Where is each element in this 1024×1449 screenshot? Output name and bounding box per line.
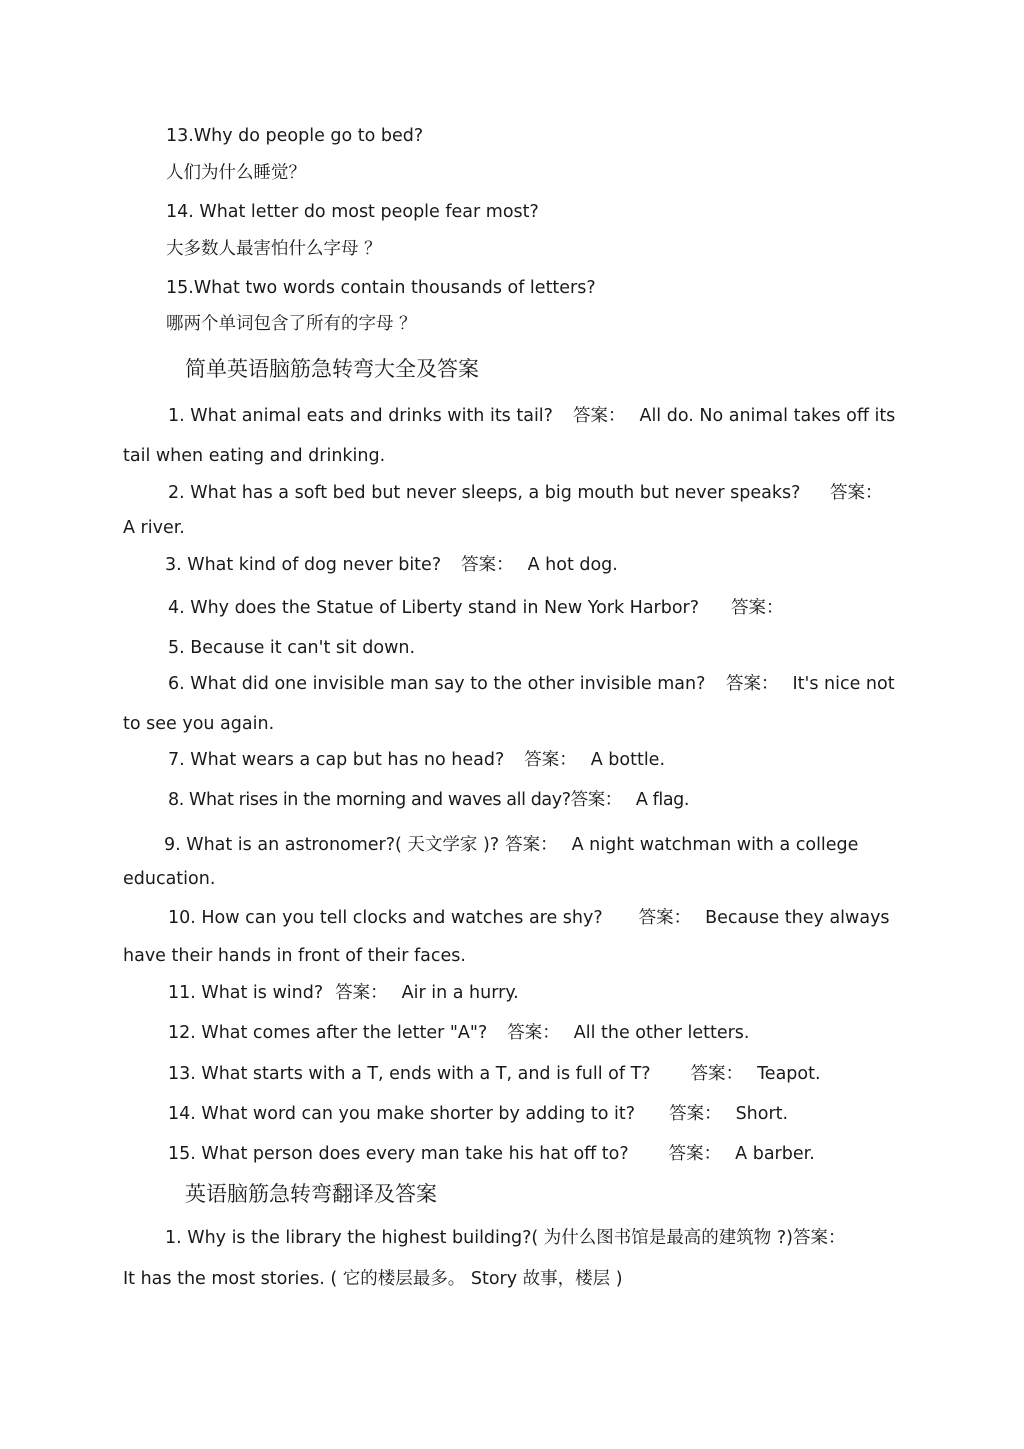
riddle-line: 5. Because it can't sit down. xyxy=(168,638,416,658)
section-heading: 简单英语脑筋急转弯大全及答案 xyxy=(185,357,479,381)
answer-label: 答案： xyxy=(505,835,558,855)
question-14-english: 14. What letter do most people fear most? xyxy=(166,202,539,222)
riddle-item xyxy=(168,906,890,930)
riddle-item xyxy=(168,981,519,1005)
riddle-question: 9. What is an astronomer?( 天文学家 )? xyxy=(164,835,500,855)
translation-question: 1. Why is the library the highest building?( 为什么图书馆是最高的建筑物 ?)答案： xyxy=(165,1228,846,1248)
riddle-answer: A night watchman with a college xyxy=(571,835,859,855)
riddle-answer: Teapot. xyxy=(757,1064,821,1084)
section-heading: 英语脑筋急转弯翻译及答案 xyxy=(185,1182,437,1206)
question-14-chinese: 大多数人最害怕什么字母 ？ xyxy=(166,239,382,259)
translation-answer: It has the most stories. ( 它的楼层最多。 Story 故事，楼层 ) xyxy=(123,1269,623,1289)
riddle-answer: A hot dog. xyxy=(527,555,618,575)
riddle-question: 11. What is wind? xyxy=(168,983,324,1003)
riddle-item xyxy=(164,833,858,857)
riddle-answer: Short. xyxy=(735,1104,789,1124)
riddle-item xyxy=(168,1021,749,1045)
riddle-item xyxy=(168,788,689,812)
answer-label: 答案： xyxy=(572,406,626,426)
riddle-question: 3. What kind of dog never bite? xyxy=(165,555,442,575)
question-15-chinese: 哪两个单词包含了所有的字母 ？ xyxy=(166,314,417,334)
riddle-item xyxy=(168,1102,788,1126)
riddle-answer: A flag. xyxy=(635,790,690,810)
answer-label: 答案： xyxy=(507,1023,560,1043)
answer-label: 答案： xyxy=(638,908,692,928)
answer-label: 答案： xyxy=(830,483,883,503)
riddle-item xyxy=(726,672,895,696)
riddle-item xyxy=(168,1062,821,1086)
riddle-question: 2. What has a soft bed but never sleeps, a big mouth but never speaks? xyxy=(168,483,801,503)
answer-label: 答案： xyxy=(669,1104,722,1124)
riddle-item xyxy=(168,404,895,428)
question-13-chinese: 人们为什么睡觉？ xyxy=(166,163,306,183)
riddle-answer-continuation: education. xyxy=(123,869,216,889)
riddle-answer: All the other letters. xyxy=(573,1023,750,1043)
question-15-english: 15.What two words contain thousands of letters? xyxy=(166,278,596,298)
answer-label: 答案： xyxy=(690,1064,744,1084)
question-13-english: 13.Why do people go to bed? xyxy=(166,126,424,146)
riddle-answer-continuation: tail when eating and drinking. xyxy=(123,446,386,466)
answer-label: 答案： xyxy=(524,750,577,770)
answer-label: 答案： xyxy=(461,555,514,575)
answer-label: 答案： xyxy=(726,674,779,694)
riddle-question: 8. What rises in the morning and waves all day? xyxy=(168,790,571,810)
riddle-answer: Air in a hurry. xyxy=(401,983,519,1003)
riddle-answer: Because they always xyxy=(705,908,890,928)
riddle-question: 13. What starts with a T, ends with a T, and is full of T? xyxy=(168,1064,651,1084)
riddle-question: 12. What comes after the letter "A"? xyxy=(168,1023,488,1043)
answer-label: 答案： xyxy=(668,1144,722,1164)
riddle-answer-continuation: have their hands in front of their faces. xyxy=(123,946,466,966)
riddle-question: 4. Why does the Statue of Liberty stand in New York Harbor? xyxy=(168,598,700,618)
riddle-question: 1. What animal eats and drinks with its tail? xyxy=(168,406,553,426)
riddle-answer: It's nice not xyxy=(792,674,895,694)
answer-label: 答案： xyxy=(731,598,784,618)
riddle-answer: A bottle. xyxy=(590,750,666,770)
riddle-answer-continuation: to see you again. xyxy=(123,714,275,734)
riddle-answer-continuation: A river. xyxy=(123,518,185,538)
riddle-answer: All do. No animal takes off its xyxy=(639,406,896,426)
answer-label: 答案： xyxy=(335,983,388,1003)
answer-label: 答案： xyxy=(570,790,622,810)
riddle-question: 10. How can you tell clocks and watches are shy? xyxy=(168,908,603,928)
riddle-item xyxy=(168,748,665,772)
riddle-answer: A barber. xyxy=(735,1144,815,1164)
riddle-item xyxy=(165,553,618,577)
riddle-question: 6. What did one invisible man say to the other invisible man? xyxy=(168,674,706,694)
riddle-question: 15. What person does every man take his hat off to? xyxy=(168,1144,629,1164)
riddle-item xyxy=(168,1142,815,1166)
riddle-question: 14. What word can you make shorter by adding to it? xyxy=(168,1104,636,1124)
riddle-question: 7. What wears a cap but has no head? xyxy=(168,750,505,770)
